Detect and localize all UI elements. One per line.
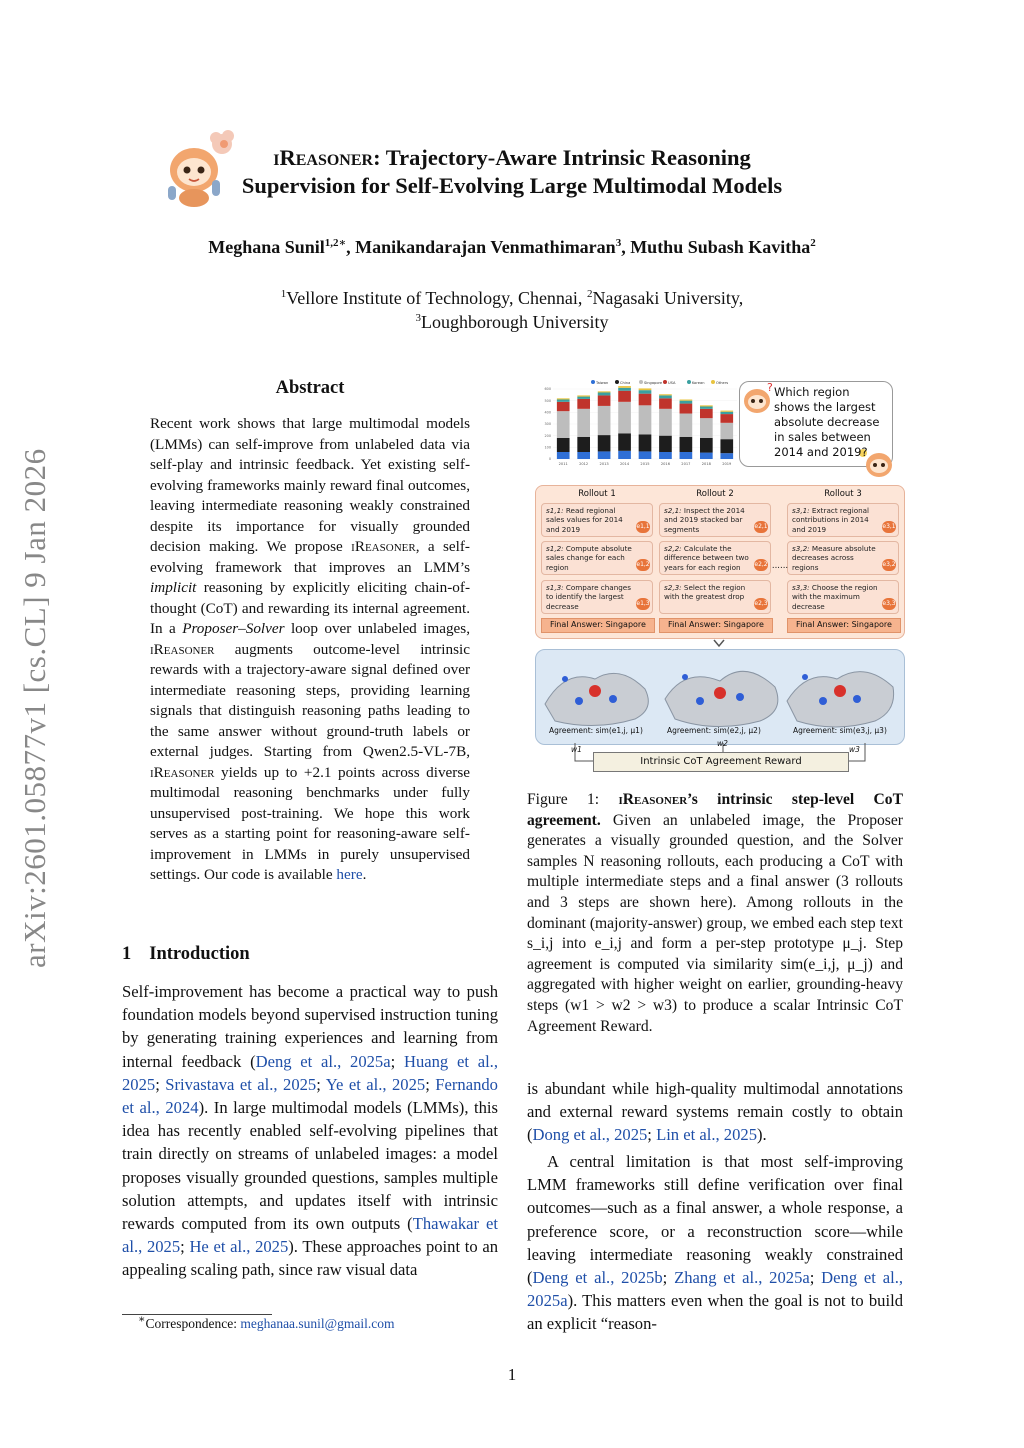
- bar-segment: [598, 395, 611, 406]
- bar-segment: [598, 391, 611, 392]
- bar-segment: [659, 436, 672, 452]
- final-answer: Final Answer: Singapore: [787, 618, 901, 633]
- x-tick-label: 2015: [640, 462, 650, 466]
- x-tick-label: 2011: [558, 462, 568, 466]
- legend-marker: [687, 380, 691, 384]
- rollout-label: Rollout 1: [578, 489, 616, 499]
- bar-segment: [639, 388, 652, 390]
- reasoning-step: [541, 541, 653, 575]
- title-line2: Supervision for Self-Evolving Large Multimodal Models: [241, 173, 783, 198]
- rollout-label: Rollout 2: [696, 489, 734, 499]
- section-title: Introduction: [149, 944, 250, 964]
- bar-segment: [700, 418, 713, 438]
- reasoning-step: [787, 541, 899, 575]
- ellipsis: ......: [771, 561, 789, 571]
- x-tick-label: 2019: [722, 462, 732, 466]
- bar-segment: [720, 411, 733, 412]
- y-tick-label: 600: [544, 387, 551, 392]
- citation-link[interactable]: Deng et al., 2025a: [255, 1051, 391, 1071]
- weight-label: w1: [571, 745, 582, 754]
- title-line1: : Trajectory-Aware Intrinsic Reasoning: [373, 145, 751, 170]
- legend-label: Others: [716, 381, 729, 385]
- bar-segment: [557, 452, 570, 459]
- embedding-badge: e3,1: [882, 521, 896, 533]
- bar-segment: [659, 409, 672, 436]
- y-tick-label: 0: [548, 457, 551, 462]
- citation-link[interactable]: Dong et al., 2025: [532, 1125, 648, 1145]
- citation-link[interactable]: Fernando et al., 2024: [122, 1074, 498, 1118]
- rollout-label: Rollout 3: [824, 489, 862, 499]
- step-id: s1,3:: [546, 583, 566, 592]
- step-text: Extract regional contributions in 2014 and 2019: [792, 506, 870, 534]
- embedding-badge: e2,3: [754, 598, 768, 610]
- citation-link[interactable]: Srivastava et al., 2025: [165, 1074, 317, 1094]
- author-list: [100, 237, 924, 258]
- agreement-label: Agreement: sim(e1,j, μ1): [549, 726, 643, 735]
- y-tick-label: 500: [544, 398, 551, 403]
- bar-segment: [680, 437, 693, 452]
- bar-segment: [720, 453, 733, 459]
- email-link[interactable]: meghanaa.sunil@gmail.com: [240, 1316, 395, 1331]
- bar-segment: [557, 398, 570, 399]
- author-3: , Muthu Subash Kavitha: [621, 237, 811, 257]
- step-text: Measure absolute decreases across regions: [792, 544, 876, 572]
- bar-segment: [680, 452, 693, 459]
- legend-marker: [615, 380, 619, 384]
- legend-label: China: [620, 381, 631, 385]
- final-answer: Final Answer: Singapore: [659, 618, 773, 633]
- affiliations: [150, 286, 874, 334]
- bar-segment: [639, 390, 652, 394]
- step-text: Inspect the 2014 and 2019 stacked bar segments: [664, 506, 745, 534]
- legend-label: Taiwan: [596, 381, 609, 385]
- step-text: Compute absolute sales change for each region: [546, 544, 632, 572]
- bar-segment: [700, 409, 713, 418]
- svg-text:?: ?: [767, 381, 773, 394]
- bar-segment: [700, 438, 713, 453]
- x-tick-label: 2013: [599, 462, 609, 466]
- bar-segment: [639, 394, 652, 406]
- step-id: s3,2:: [792, 544, 812, 553]
- agreement-label: Agreement: sim(e3,j, μ3): [793, 726, 887, 735]
- bar-segment: [598, 451, 611, 459]
- abstract-body: Recent work shows that large multimodal models (LMMs) can self-improve from unlabeled data via self-play and intrinsic feedback. Yet existing self-evolving frameworks mainly reward final outcomes, leaving intermediate reasoning weakly constrained despite its importance for visually grounded decision making. We propose iReasoner, a self-evolving framework that improves an LMM’s implicit reasoning by explicitly eliciting chain-of-thought (CoT) and rewarding its internal agreement. In a Proposer–Solver loop over unlabeled images, iReasoner augments outcome-level intrinsic rewards with a trajectory-aware signal defined over intermediate reasoning steps, providing learning signals that distinguish reasoning paths leading to the same answer without ground-truth labels or external judges. Starting from Qwen2.5-VL-7B, iReasoner yields up to +2.1 points across diverse multimodal reasoning benchmarks under fully unsupervised post-training. We hope this work serves as a starting point for reasoning-aware self-improvement in LMMs in purely unsupervised settings. Our code is available here.: [150, 415, 470, 883]
- affil-2: Nagasaki University,: [592, 288, 744, 308]
- author-2: , Manikandarajan Venmathimaran: [346, 237, 616, 257]
- bar-segment: [577, 409, 590, 437]
- title-name: iReasoner: [273, 145, 374, 170]
- bar-segment: [577, 395, 590, 396]
- bar-segment: [618, 386, 631, 388]
- affil-sup-3: 3: [415, 312, 421, 324]
- citation-link[interactable]: Ye et al., 2025: [325, 1074, 426, 1094]
- bar-segment: [659, 395, 672, 398]
- figure-1: [527, 375, 909, 777]
- legend-label: Singapore: [644, 381, 663, 385]
- y-tick-label: 400: [544, 410, 551, 415]
- bar-segment: [618, 388, 631, 391]
- embedding-badge: e3,3: [882, 598, 896, 610]
- bar-segment: [639, 405, 652, 434]
- citation-link[interactable]: Deng et al., 2025a: [527, 1268, 903, 1311]
- abstract-heading: Abstract: [275, 378, 345, 398]
- manifold-3: [787, 672, 894, 727]
- bar-segment: [598, 393, 611, 396]
- step-id: s3,1:: [792, 506, 812, 515]
- bar-segment: [720, 439, 733, 453]
- reasoning-step: [659, 580, 771, 614]
- bar-segment: [700, 405, 713, 406]
- bar-segment: [598, 406, 611, 435]
- bar-segment: [577, 397, 590, 399]
- bar-segment: [639, 435, 652, 452]
- bar-segment: [598, 435, 611, 451]
- section-heading: [122, 944, 268, 965]
- legend-label: Korean: [692, 381, 705, 385]
- bar-segment: [720, 412, 733, 414]
- bar-segment: [577, 452, 590, 459]
- bar-segment: [659, 398, 672, 409]
- y-tick-label: 200: [544, 433, 551, 438]
- stacked-bar-chart: [535, 377, 743, 469]
- bar-segment: [720, 414, 733, 423]
- embedding-badge: e1,2: [636, 559, 650, 571]
- affil-sup-1: 1: [280, 288, 287, 300]
- reasoning-step: [659, 541, 771, 575]
- step-id: s2,1:: [664, 506, 684, 515]
- step-text: Choose the region with the maximum decrease: [792, 583, 878, 611]
- reasoning-step: [541, 503, 653, 537]
- citation-link[interactable]: Thawakar et al., 2025: [122, 1214, 499, 1257]
- citation-link[interactable]: He et al., 2025: [189, 1237, 289, 1257]
- x-tick-label: 2012: [579, 462, 589, 466]
- affil-sup-2: 2: [586, 288, 593, 300]
- embedding-badge: e3,2: [882, 559, 896, 571]
- affil-1: Vellore Institute of Technology, Chennai,: [286, 288, 587, 308]
- page-number: 1: [507, 1365, 517, 1384]
- section-number: 1: [122, 944, 132, 964]
- reasoning-step: [787, 503, 899, 537]
- author-2-sup: 3: [615, 237, 622, 249]
- x-tick-label: 2016: [660, 462, 671, 466]
- bar-segment: [557, 400, 570, 402]
- step-text: Calculate the difference between two years for each region: [664, 544, 749, 572]
- question-text: Which region shows the largest absolute decrease in sales between 2014 and 2019?: [774, 385, 880, 459]
- arxiv-identifier: arXiv:2601.05877v1 [cs.CL] 9 Jan 2026: [17, 448, 52, 968]
- bar-segment: [639, 451, 652, 459]
- bar-segment: [680, 404, 693, 414]
- reasoning-step: [541, 580, 653, 614]
- intro-paragraph-3: A central limitation is that most self-improving LMM frameworks still define verification over final outcomes—such as a final answer, a whole response, a preference score, or a reconstruction score—while leaving intermediate reasoning weakly constrained (Deng et al., 2025b; Zhang et al., 2025a; Deng et al., 2025a). This matters even when the goal is not to build an explicit “reason-: [527, 1152, 903, 1334]
- legend-label: USA: [668, 381, 676, 385]
- legend-marker: [639, 380, 643, 384]
- bar-segment: [557, 402, 570, 411]
- author-1: Meghana Sunil: [208, 237, 325, 257]
- bar-segment: [680, 414, 693, 437]
- legend-marker: [663, 380, 667, 384]
- citation-link[interactable]: Huang et al., 2025: [122, 1051, 498, 1094]
- x-tick-label: 2018: [701, 462, 711, 466]
- bar-segment: [618, 391, 631, 402]
- bar-segment: [618, 402, 631, 434]
- footnote: ∗Correspondence: meghanaa.sunil@gmail.com: [138, 1313, 395, 1331]
- step-id: s2,3:: [664, 583, 684, 592]
- author-3-sup: 2: [810, 237, 816, 249]
- step-id: s2,2:: [664, 544, 684, 553]
- embedding-badge: e2,1: [754, 521, 768, 533]
- bar-segment: [618, 433, 631, 450]
- manifold-1: [545, 673, 648, 725]
- citation-link[interactable]: Deng et al., 2025b: [532, 1268, 663, 1288]
- reward-box: Intrinsic CoT Agreement Reward: [593, 752, 849, 772]
- code-link[interactable]: here: [336, 866, 363, 883]
- embedding-badge: e1,3: [636, 598, 650, 610]
- figure-caption: Figure 1: iReasoner’s intrinsic step-level CoT agreement. Given an unlabeled image, the Proposer generates a visually grounded question, and the Solver samples N reasoning rollouts, each producing a CoT with multiple intermediate steps and a final answer (3 rollouts and 3 steps are shown here). Among rollouts in the dominant (majority-answer) group, we embed each step text s_i,j into e_i,j and form a per-step prototype μ_j. Step agreement is computed via similarity sim(e_i,j, μ_j) and aggregated with higher weight on earlier, grounding-heavy steps (w1 > w2 > w3) to produce a scalar Intrinsic CoT Agreement Reward.: [527, 791, 903, 1035]
- embedding-badge: e2,2: [754, 559, 768, 571]
- step-id: s1,1:: [546, 506, 566, 515]
- citation-link[interactable]: Lin et al., 2025: [656, 1125, 757, 1145]
- y-tick-label: 300: [544, 422, 551, 427]
- paper-title: [150, 144, 874, 200]
- bar-segment: [659, 394, 672, 395]
- bar-segment: [700, 453, 713, 459]
- bar-segment: [557, 411, 570, 438]
- y-tick-label: 100: [544, 445, 551, 450]
- intro-paragraph-2: is abundant while high-quality multimodal annotations and external reward systems remain costly to obtain (Dong et al., 2025; Lin et al., 2025).: [527, 1079, 903, 1145]
- citation-link[interactable]: Zhang et al., 2025a: [674, 1268, 810, 1288]
- intro-paragraph-1: Self-improvement has become a practical way to push foundation models beyond supervised instruction tuning by generating training experiences and learning from internal feedback (Deng et al., 2025a; Huang et al., 2025; Srivastava et al., 2025; Ye et al., 2025; Fernando et al., 2024). In large multimodal models (LMMs), this idea has recently enabled self-evolving pipelines that train directly on streams of unlabeled images: a model proposes visually grounded questions, samples multiple solution attempts, and updates itself with intrinsic rewards computed from its own outputs (Thawakar et al., 2025; He et al., 2025). These approaches point to an appealing scaling path, since raw visual data: [122, 982, 499, 1280]
- bar-segment: [680, 400, 693, 401]
- author-1-sup: 1,2∗: [324, 237, 347, 249]
- bar-segment: [577, 437, 590, 452]
- weight-label: w2: [717, 739, 728, 748]
- step-text: Compare changes to identify the largest decrease: [546, 583, 631, 611]
- bar-segment: [577, 399, 590, 409]
- bar-segment: [618, 451, 631, 459]
- step-text: Select the region with the greatest drop: [664, 583, 746, 602]
- weight-label: w3: [849, 745, 860, 754]
- legend-marker: [591, 380, 595, 384]
- bar-segment: [720, 423, 733, 439]
- step-text: Read regional sales values for 2014 and 2019: [546, 506, 623, 534]
- x-tick-label: 2014: [619, 462, 630, 466]
- agreement-label: Agreement: sim(e2,j, μ2): [667, 726, 761, 735]
- embedding-badge: e1,1: [636, 521, 650, 533]
- bar-segment: [557, 438, 570, 452]
- bar-segment: [680, 401, 693, 404]
- x-tick-label: 2017: [681, 462, 691, 466]
- manifold-2: [665, 671, 778, 726]
- reasoning-step: [787, 580, 899, 614]
- reasoning-step: [659, 503, 771, 537]
- bar-segment: [700, 407, 713, 409]
- step-id: s3,3:: [792, 583, 812, 592]
- bar-segment: [659, 452, 672, 459]
- final-answer: Final Answer: Singapore: [541, 618, 655, 633]
- legend-marker: [711, 380, 715, 384]
- affil-3: Loughborough University: [421, 312, 609, 332]
- step-id: s1,2:: [546, 544, 566, 553]
